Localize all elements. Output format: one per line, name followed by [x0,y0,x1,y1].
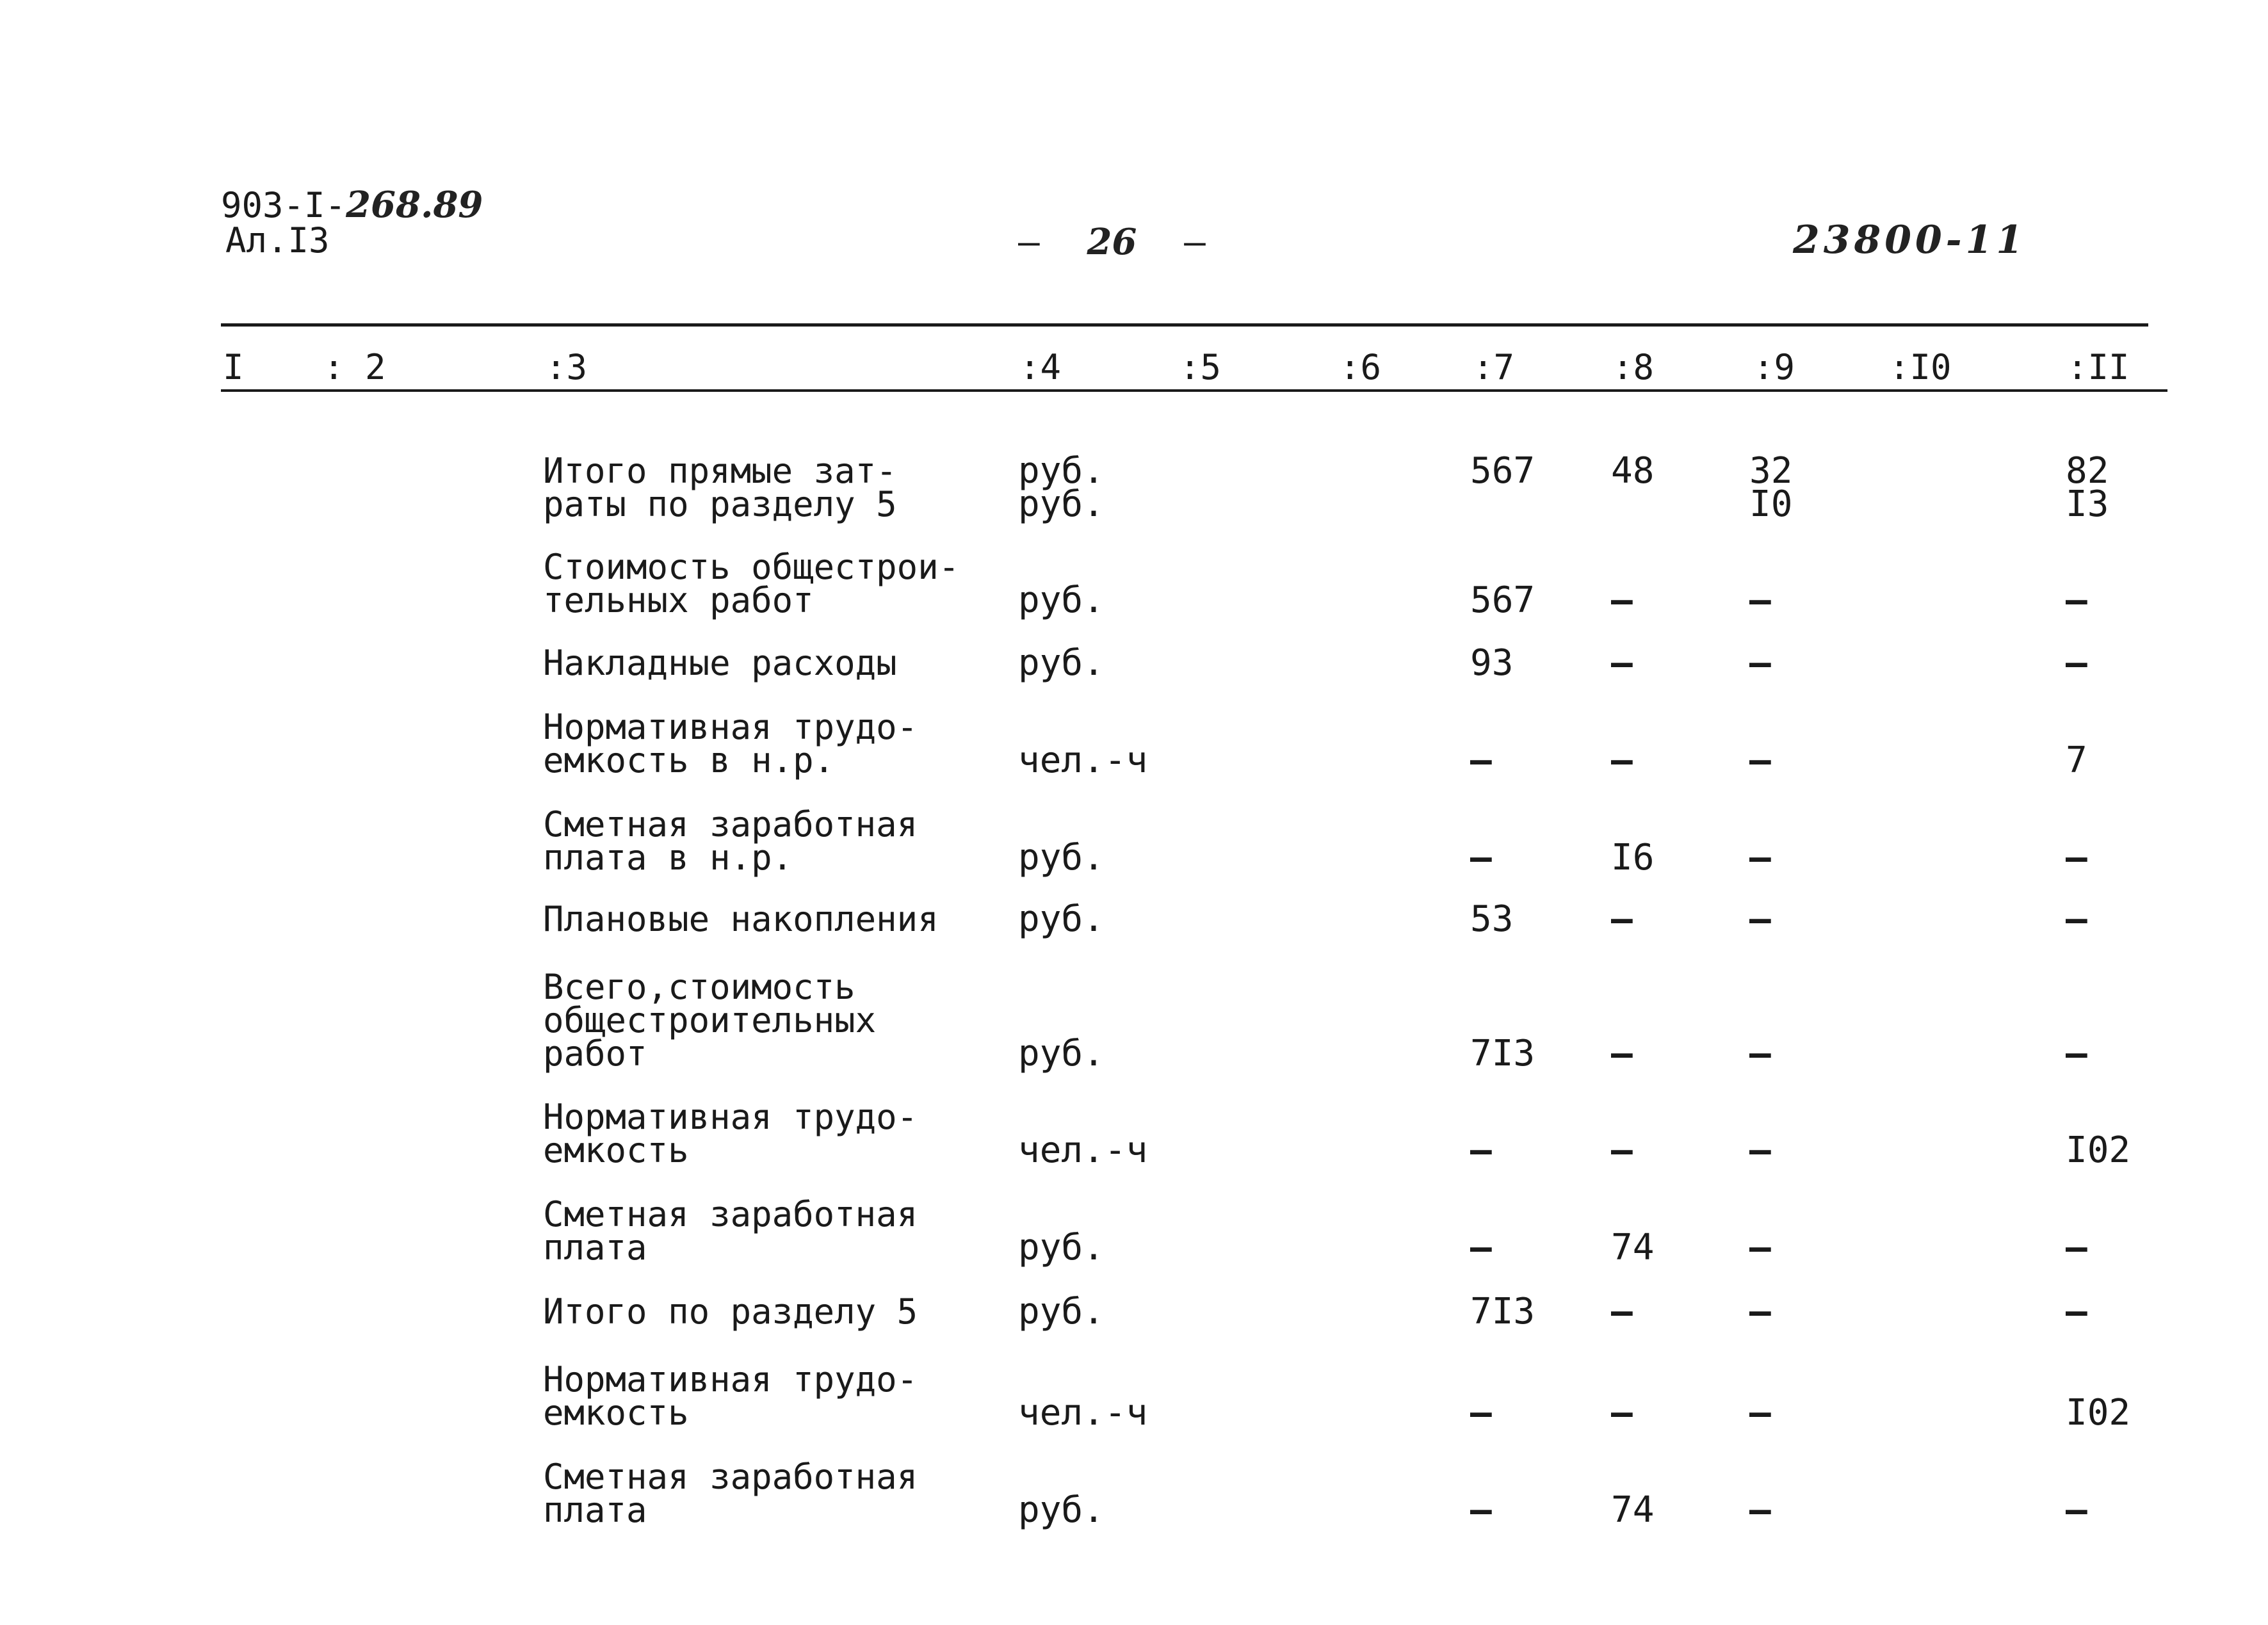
row-description: Сметная заработная плата [543,1194,918,1268]
row-col11-value: – [2066,898,2087,940]
row-col9-value: – [1749,1291,1771,1332]
row-col9-value: – [1749,740,1771,781]
row-col11-value: I02 [2066,1129,2131,1171]
row-unit: руб. руб. [1018,450,1105,525]
row-col8-value: – [1611,898,1633,940]
document-code [221,184,483,226]
row-col7-value: – [1470,1392,1492,1434]
row-unit: руб. [1018,642,1105,684]
row-col7-value: 567 [1470,450,1535,492]
row-unit: руб. [1018,1227,1105,1268]
row-col7-value: – [1470,1227,1492,1268]
row-col9-value: – [1749,1129,1771,1171]
row-description: Всего,стоимость общестроительных работ [543,967,877,1074]
row-col8-value: 48 [1611,450,1655,492]
row-col11-value: – [2066,642,2087,684]
column-header-6: :6 [1340,347,1382,387]
row-unit: руб. [1018,1489,1105,1531]
row-col11-value: 82 I3 [2066,450,2109,525]
page-number [1018,221,1206,263]
row-col7-value: – [1470,837,1492,878]
row-col8-value: – [1611,642,1633,684]
row-col7-value: – [1470,740,1492,781]
row-col8-value: – [1611,1129,1633,1171]
row-col9-value: – [1749,1033,1771,1074]
column-header-10: :I0 [1889,347,1952,387]
row-unit: руб. [1018,1291,1105,1332]
row-col7-value: 567 [1470,579,1535,621]
row-col9-value: – [1749,898,1771,940]
row-col9-value: – [1749,642,1771,684]
row-col8-value: 74 [1611,1489,1655,1531]
row-description: Сметная заработная плата в н.р. [543,804,918,878]
row-col11-value: – [2066,1227,2087,1268]
row-description: Итого прямые зат- раты по разделу 5 [543,451,897,524]
row-col8-value: – [1611,740,1633,781]
row-col9-value: – [1749,837,1771,878]
row-col8-value: I6 [1611,837,1655,878]
column-header-7: :7 [1473,347,1515,387]
column-header-11: :II [2067,347,2130,387]
column-header-8: :8 [1612,347,1655,387]
row-col11-value: – [2066,837,2087,878]
column-header-4: :4 [1019,347,1062,387]
row-description: Сметная заработная плата [543,1457,918,1530]
table-header-rule [221,389,2167,392]
row-description: Накладные расходы [543,643,897,683]
row-unit: руб. [1018,837,1105,878]
row-col9-value: – [1749,1227,1771,1268]
row-description: Нормативная трудо- емкость [543,1359,918,1433]
inventory-number: 23800-11 [1793,218,2027,263]
column-header-1: I [223,347,244,387]
row-col9-value: – [1749,1392,1771,1434]
row-description: Нормативная трудо- емкость [543,1097,918,1170]
page-dash-left: – [1018,222,1040,263]
row-col8-value: – [1611,1291,1633,1332]
document-code-printed: 903-I- [221,185,346,225]
row-col7-value: 7I3 [1470,1291,1535,1332]
row-col9-value: – [1749,579,1771,621]
row-unit: чел.-ч [1018,1392,1148,1434]
row-description: Нормативная трудо- емкость в н.р. [543,707,918,780]
row-col11-value: 7 [2066,740,2087,781]
row-col7-value: 93 [1470,642,1514,684]
row-description: Плановые накопления [543,899,939,939]
table-top-rule [221,323,2148,327]
row-col8-value: 74 [1611,1227,1655,1268]
column-header-2: : 2 [323,347,386,387]
row-col7-value: 53 [1470,898,1514,940]
row-col9-value: – [1749,1489,1771,1531]
row-description: Стоимость общестрои- тельных работ [543,547,960,620]
row-col8-value: – [1611,1392,1633,1434]
row-unit: руб. [1018,1033,1105,1074]
column-header-9: :9 [1753,347,1795,387]
row-col7-value: – [1470,1129,1492,1171]
row-col11-value: – [2066,1291,2087,1332]
row-col9-value: 32 I0 [1749,450,1793,525]
row-unit: руб. [1018,898,1105,940]
album-number: Ал.I3 [225,220,330,261]
row-col11-value: – [2066,1033,2087,1074]
row-unit: руб. [1018,579,1105,621]
row-col11-value: – [2066,579,2087,621]
column-header-5: :5 [1179,347,1222,387]
row-col8-value: – [1611,1033,1633,1074]
page-dash-right: – [1184,222,1206,263]
document-code-handwritten: 268.89 [346,184,483,226]
row-unit: чел.-ч [1018,740,1148,781]
row-description: Итого по разделу 5 [543,1291,918,1332]
column-header-3: :3 [546,347,588,387]
page-number-value: 26 [1087,221,1137,263]
row-col7-value: 7I3 [1470,1033,1535,1074]
row-col7-value: – [1470,1489,1492,1531]
row-col11-value: – [2066,1489,2087,1531]
row-col8-value: – [1611,579,1633,621]
row-unit: чел.-ч [1018,1129,1148,1171]
row-col11-value: I02 [2066,1392,2131,1434]
